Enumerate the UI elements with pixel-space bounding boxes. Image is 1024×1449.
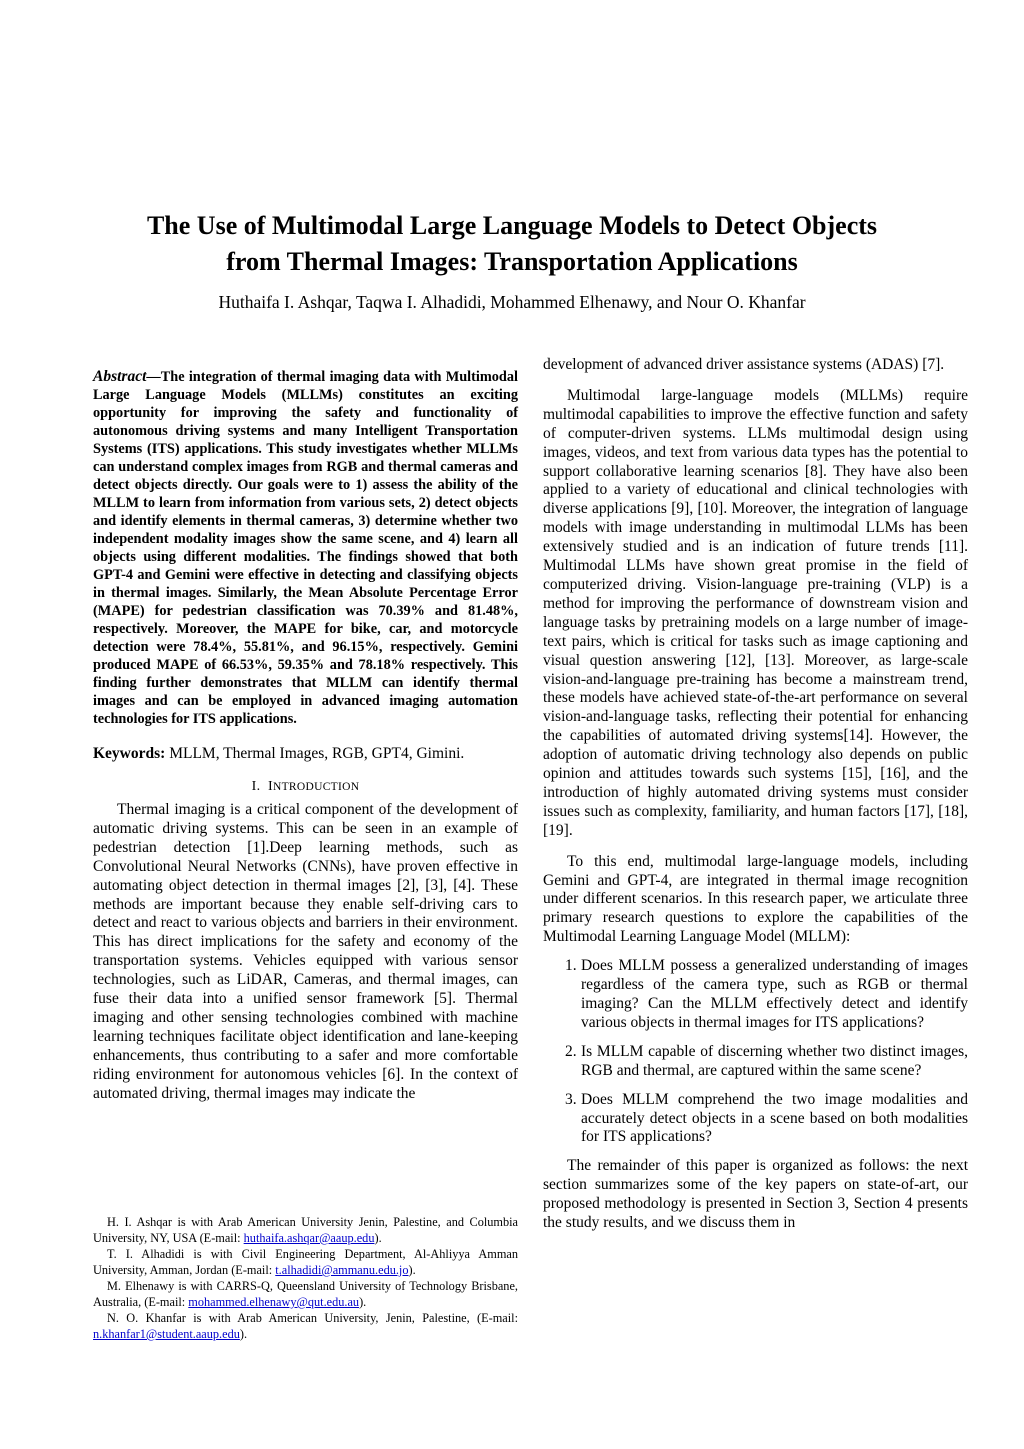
keywords-text: MLLM, Thermal Images, RGB, GPT4, Gimini. [165,745,465,762]
list-item-text: Is MLLM capable of discerning whether two distinct images, RGB and thermal, are captured within the same scene? [581,1042,968,1079]
section-heading-introduction [93,779,518,795]
list-item [543,1043,968,1081]
footnote: M. Elhenawy is with CARRS-Q, Queensland University of Technology Brisbane, Australia, (E-mail: mohammed.elhenawy@qut.edu.au). [93,1279,518,1309]
abstract-label: Abstract [93,368,147,385]
list-item-text: Does MLLM comprehend the two image modalities and accurately detect objects in a scene based on both modalities for ITS applications? [581,1090,968,1146]
list-item-number: 3. [565,1090,577,1108]
email-link[interactable]: t.alhadidi@ammanu.edu.jo [275,1263,409,1277]
section-numeral: I. [251,779,261,794]
email-link[interactable]: huthaifa.ashqar@aaup.edu [243,1231,375,1245]
intro-paragraph-1: Thermal imaging is a critical component of the development of automatic driving systems. This can be seen in an example of pedestrian detection [1].Deep learning methods, such as Convolutional Neural Networks (CNNs), have proven effective in automating object detection in thermal images [2], [3], [4]. These methods are important because they enable self-driving cars to detect and react to various objects and barriers in their environment. This has direct implications for the safety and economy of the transportation systems. Vehicles equipped with various sensor technologies, such as LiDAR, Cameras, and thermal images, can fuse their data into a unified sensor framework [5]. Thermal imaging and other sensing technologies combined with machine learning techniques facilitate object identification and lane-keeping enhancements, thus contributing to a safer and more comfortable riding environment for autonomous vehicles [6]. In the context of automated driving, thermal images may indicate the [93,801,518,1102]
list-item-number: 2. [565,1042,577,1060]
intro-paragraph-2: Multimodal large-language models (MLLMs) require multimodal capabilities to improve the effective function and safety of computer-driven systems. LLMs multimodal design using images, videos, and text from various data types has the potential to support collaborative learning scenarios [8]. They have also been applied to a variety of educational and clinical technologies with diverse applications [9], [10]. Moreover, the integration of language models with image understanding in multimodal LLMs has been extensively studied and is an indication of future trends [11]. Multimodal LLMs have shown great promise in the field of computerized driving. Vision-language pre-training (VLP) is a method for improving the performance of downstream vision and language tasks by pretraining models on a large number of image-text pairs, which is critical for tasks such as image captioning and visual question answering [12], [13]. Moreover, as large-scale vision-and-language pre-training has become a mainstream trend, these models have achieved state-of-the-art performance on several vision-and-language tasks, reflecting their potential for enhancing the capabilities of automated driving systems[14]. However, the adoption of automatic driving technology also depends on public opinion and attitudes towards such systems [15], [16], and the introduction of highly automated driving systems must consider issues such as complexity, familiarity, and human factors [17], [18], [19]. [543,386,968,839]
intro-paragraph-4: The remainder of this paper is organized as follows: the next section summarizes some of the key papers on state-of-art, our proposed methodology is presented in Section 3, Section 4 presents the study results, and we discuss them in [543,1157,968,1232]
footnote: N. O. Khanfar is with Arab American University, Jenin, Palestine, (E-mail: n.khanfar1@student.aaup.edu). [93,1311,518,1341]
footnote: H. I. Ashqar is with Arab American University Jenin, Palestine, and Columbia University, NY, USA (E-mail: huthaifa.ashqar@aaup.edu). [93,1215,518,1245]
footnote: T. I. Alhadidi is with Civil Engineering Department, Al-Ahliyya Amman University, Amman, Jordan (E-mail: t.alhadidi@ammanu.edu.jo). [93,1247,518,1277]
author-footnotes [93,1214,518,1342]
keywords-label: Keywords: [93,745,166,762]
section-title-initial: I [268,779,273,794]
left-column [93,368,518,1104]
paper-title [0,208,1024,280]
abstract [93,368,518,728]
title-line-2: from Thermal Images: Transportation Applications [226,247,798,276]
keywords [93,744,518,764]
email-link[interactable]: mohammed.elhenawy@qut.edu.au [188,1295,360,1309]
list-item-text: Does MLLM possess a generalized understanding of images regardless of the camera type, such as RGB or thermal imaging? Can the MLLM effectively detect and identify various objects in thermal images for ITS applications? [581,957,968,1031]
title-line-1: The Use of Multimodal Large Language Models to Detect Objects [146,211,878,240]
email-link[interactable]: n.khanfar1@student.aaup.edu [93,1327,240,1341]
research-question-list [543,957,968,1147]
list-item [543,957,968,1033]
intro-paragraph-3: To this end, multimodal large-language models, including Gemini and GPT-4, are integrated in thermal image recognition under different scenarios. In this research paper, we articulate three primary research questions to explore the capabilities of the Multimodal Learning Language Model (MLLM): [543,852,968,946]
list-item [543,1091,968,1148]
intro-paragraph-continued: development of advanced driver assistance systems (ADAS) [7]. [543,356,945,373]
author-list: Huthaifa I. Ashqar, Taqwa I. Alhadidi, Mohammed Elhenawy, and Nour O. Khanfar [218,292,806,312]
section-title-smallcaps: NTRODUCTION [272,781,360,793]
abstract-text: —The integration of thermal imaging data with Multimodal Large Language Models (MLLMs) constitutes an exciting opportunity for improving the safety and functionality of autonomous driving systems and many Intelligent Transportation Systems (ITS) applications. This study investigates whether MLLMs can understand complex images from RGB and thermal cameras and detect objects directly. Our goals were to 1) assess the ability of the MLLM to learn from information from various sets, 2) detect objects and identify elements in thermal cameras, 3) determine whether two independent modality images show the same scene, and 4) learn all objects using different modalities. The findings showed that both GPT-4 and Gemini were effective in detecting and classifying objects in thermal images. Similarly, the Mean Absolute Percentage Error (MAPE) for pedestrian classification was 70.39% and 81.48%, respectively. Moreover, the MAPE for bike, car, and motorcycle detection were 78.4%, 55.81%, and 96.15%, respectively. Gemini produced MAPE of 66.53%, 59.35% and 78.18% respectively. This finding further demonstrates that MLLM can identify thermal images and can be employed in advanced imaging automation technologies for ITS applications. [93,369,518,727]
right-column [543,356,968,1233]
list-item-number: 1. [565,957,577,975]
